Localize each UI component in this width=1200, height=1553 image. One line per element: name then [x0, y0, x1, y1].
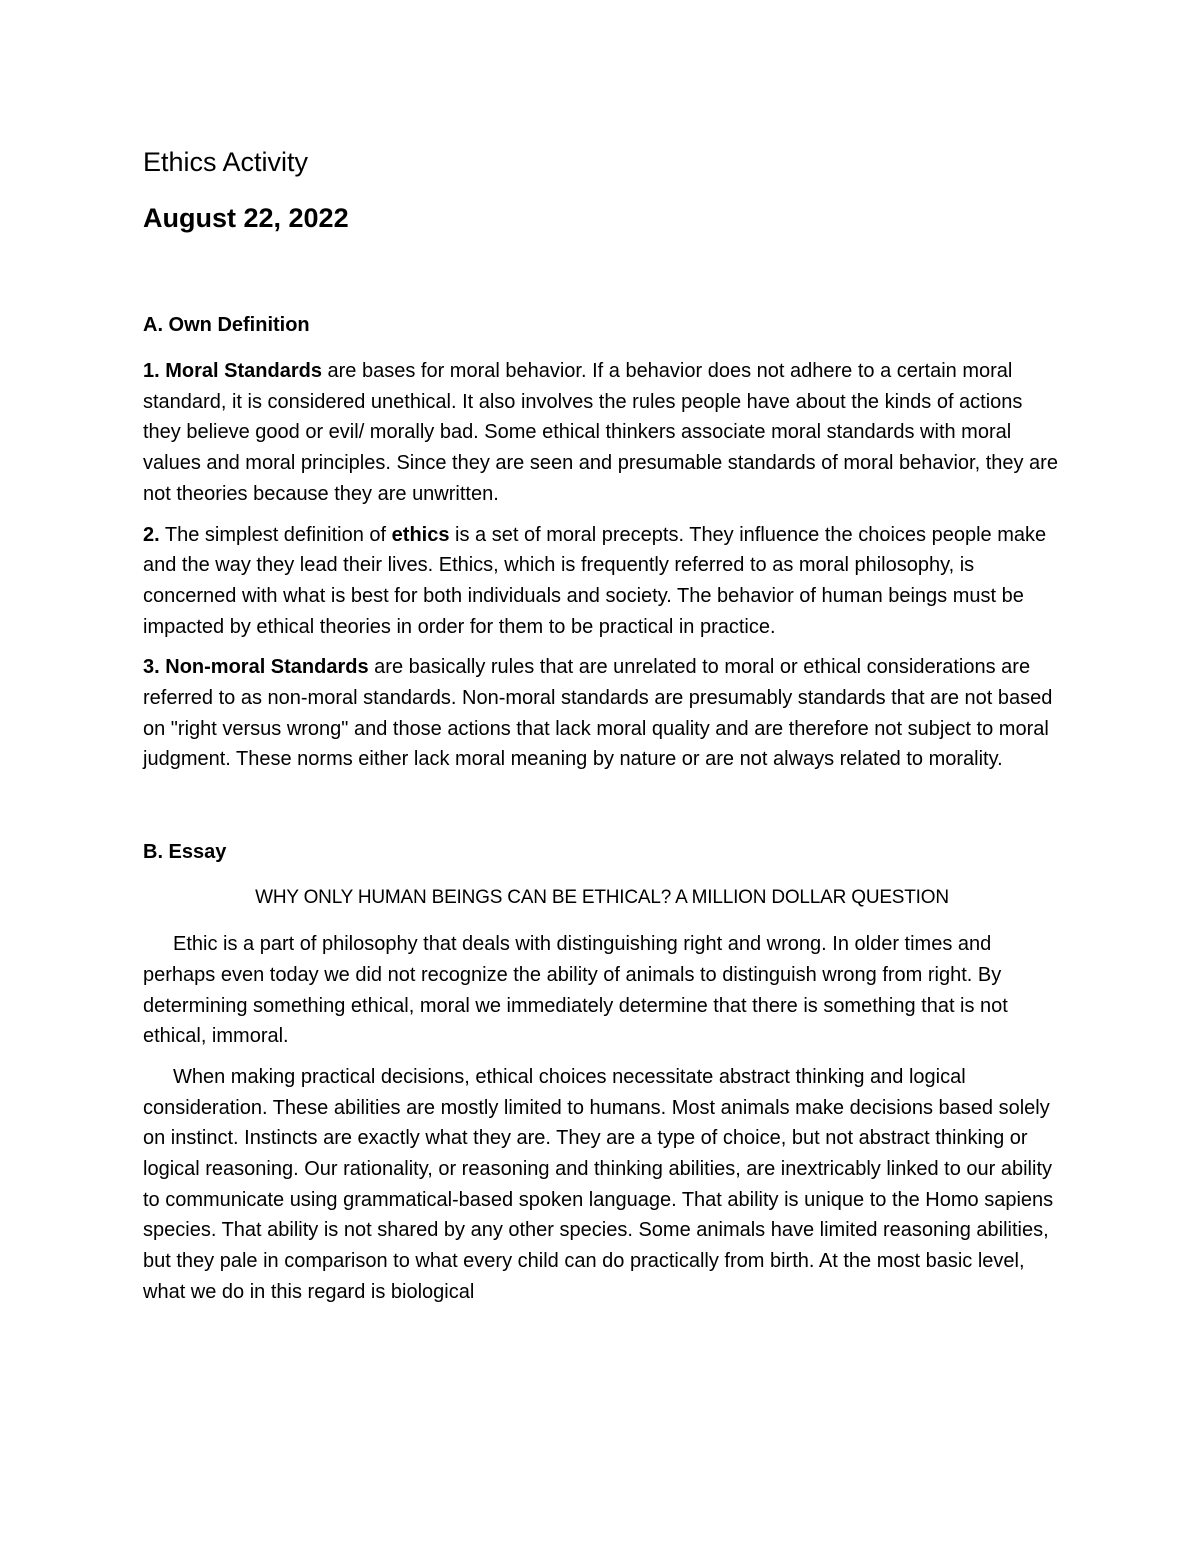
definition-number: 2. — [143, 523, 160, 546]
section-spacer — [143, 785, 1061, 837]
definition-number: 3. — [143, 656, 160, 679]
section-a-heading: A. Own Definition — [143, 314, 310, 336]
essay-paragraph: When making practical decisions, ethical choices necessitate abstract thinking and logical consideration. These abilities are mostly limited to humans. Most animals make decisions based solely on instinct. Instincts are exactly what they are. They are a type of choice, but not abstract thinking or logical reasoning. Our rationality, or reasoning and thinking abilities, are inextricably linked to our ability to communicate using grammatical-based spoken language. That ability is unique to the Homo sapiens species. That ability is not shared by any other species. Some animals have limited reasoning abilities, but they pale in comparison to what every child can do practically from birth. At the most basic level, what we do in this regard is biological — [143, 1065, 1054, 1303]
section-b-heading: B. Essay — [143, 841, 227, 864]
definition-non-moral-standards — [143, 652, 1061, 775]
definition-number: 1. — [143, 360, 160, 382]
definition-text: are bases for moral behavior. If a behavior does not adhere to a certain moral standard, it is considered unethical. It also involves the rules people have about the kinds of actions they believe good or evil/ morally bad. Some ethical thinkers associate moral standards with moral values and moral principles. Since they are seen and presumable standards of moral behavior, they are not theories because they are unwritten. — [143, 360, 1058, 505]
definition-moral-standards — [143, 356, 1061, 510]
document-body — [143, 142, 1061, 1318]
essay-title: WHY ONLY HUMAN BEINGS CAN BE ETHICAL? A MILLION DOLLAR QUESTION — [255, 887, 949, 909]
definition-term: ethics — [391, 523, 450, 546]
definition-term: Moral Standards — [165, 360, 322, 382]
definition-lead-text: The simplest definition of — [159, 523, 392, 546]
document-date: August 22, 2022 — [143, 203, 349, 233]
definition-text: are basically rules that are unrelated to moral or ethical considerations are referred to as non-moral standards. Non-moral standards are presumably standards that are not based on "right versus wrong" and those actions that lack moral quality and are therefore not subject to moral judgment. These norms either lack moral meaning by nature or are not always related to morality. — [143, 656, 1053, 771]
definition-term: Non-moral Standards — [165, 656, 369, 679]
definition-ethics — [143, 520, 1061, 643]
definition-text: is a set of moral precepts. They influence the choices people make and the way they lead their lives. Ethics, which is frequently referred to as moral philosophy, is concerned with what is best for both individuals and society. The behavior of human beings must be impacted by ethical theories in order for them to be practical in practice. — [143, 523, 1047, 638]
essay-paragraph: Ethic is a part of philosophy that deals with distinguishing right and wrong. In older times and perhaps even today we did not recognize the ability of animals to distinguish wrong from right. By determining something ethical, moral we immediately determine that there is something that is not ethical, immoral. — [143, 933, 1008, 1048]
document-title: Ethics Activity — [143, 147, 309, 177]
